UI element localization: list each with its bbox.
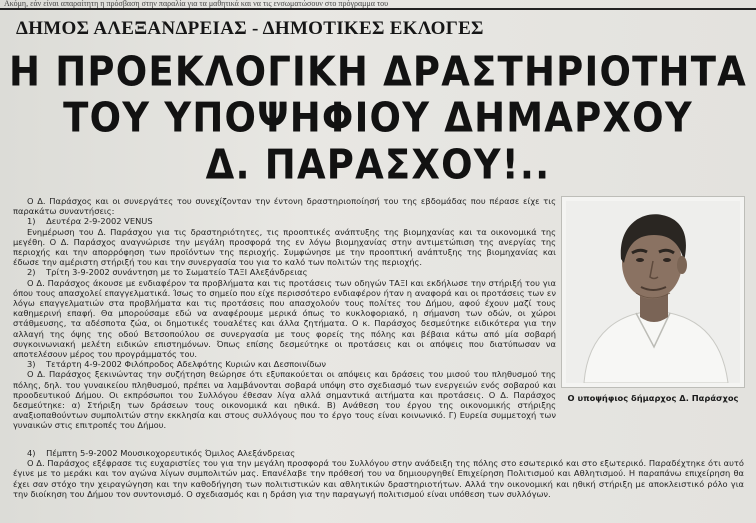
body-paragraph: Ο Δ. Παράσχος και οι συνεργάτες του συνεχίζονταν την έντονη δραστηριοποίησή του της εβδομάδας που πέρασε είχε τις παρακάτω συναντήσεις:	[13, 196, 556, 217]
body-paragraph: 2) Τρίτη 3-9-2002 συνάντηση με το Σωματείο ΤΑΞΙ Αλεξάνδρειας	[27, 267, 308, 278]
body-paragraph: 3) Τετάρτη 4-9-2002 Φιλόπροδος Αδελφότης Κυριών και Δεσποινίδων	[27, 359, 327, 370]
body-paragraph: Ο Δ. Παράσχος άκουσε με ενδιαφέρον τα προβλήματα και τις προτάσεις των οδηγών ΤΑΞΙ και εκδήλωσε την στήριξή του για όπου τους απασχολεί επαγγελματικά. Ίσως το σημείο που είχε περισσότερο ενδιαφέρον ήταν η αναφορά και οι προτάσεις των εν λόγω επαγγελματιών στα προβλήματα και τις προτάσεις που απασχολούν τους πολίτες του Δήμου, αφού έχουν μαζί τους καθημερινή επαφή. Θα μπορούσαμε εδώ να αναφέρουμε μερικά όπως το κυκλοφοριακό, η σήμανση των οδών, οι χώροι στάθμευσης, τα αδέσποτα ζώα, οι δημοτικές τουαλέτες και άλλα ζητήματα. Ο κ. Παράσχος δεσμεύτηκε ειδικότερα για την αλλαγή της όψης της οδού Βετσοπούλου σε συνεργασία με τους φορείς της πόλης και βέβαια κάτω από μία σοβαρή συγκοινωνιακή μελέτη ειδικών επιστημόνων. Όπως επίσης δεσμεύτηκε οι προτάσεις και οι απόψεις που διατύπωσαν να αποτελέσουν μέρος του προγράμματός του.	[13, 277, 556, 360]
headline-line-3: Δ. ΠΑΡΑΣΧΟΥ!..	[205, 140, 551, 189]
body-paragraph: 1) Δευτέρα 2-9-2002 VENUS	[27, 216, 153, 227]
body-paragraph: Ενημέρωση του Δ. Παράσχου για τις δραστηριότητες, τις προοπτικές ανάπτυξης της βιομηχανίας και τα οικονομικά της μεγέθη. Ο Δ. Παράσχος αναγνώρισε την μεγάλη προσφορά της εν λόγω βιομηχανίας στην αντιμετώπιση της ανεργίας της περιοχής και την απορρόφηση των προϊόντων της περιοχής. Συμφώνησε με την προοπτική ανάπτυξης της βιομηχανίας και έδωσε την αμέριστη στήριξή του και την συνεργασία του για το καλό των πολιτών της περιοχής.	[13, 226, 556, 268]
body-paragraph: 4) Πέμπτη 5-9-2002 Μουσικοχορευτικός Όμιλος Αλεξάνδρειας	[27, 448, 296, 458]
photo-caption: Ο υποψήφιος δήμαρχος Δ. Παράσχος	[567, 393, 739, 403]
article-body	[13, 196, 556, 431]
cut-off-text-strip: Ακόμη, εάν είναι απαραίτητη η πρόσβαση στην παραλία για τα μαθητικά και να τις ενσωματώσουν στο πρόγραμμα του	[4, 0, 389, 8]
headline-line-2: ΤΟΥ ΥΠΟΨΗΦΙΟΥ ΔΗΜΑΡΧΟΥ	[63, 93, 693, 142]
body-paragraph: Ο Δ. Παράσχος ξεκινώντας την συζήτηση θεώρησε ότι εξυπακούεται οι απόψεις και δράσεις του μισού του πληθυσμού της πόλης, δηλ. του γυναικείου πληθυσμού, πρέπει να λαμβάνονται σοβαρά υπόψη στο σχεδιασμό των ενεργειών ενός σοβαρού και προοδευτικού Δήμου. Οι εκπρόσωποι του Συλλόγου έθεσαν λίγα αλλά σημαντικά αιτήματα και προτάσεις. Ο Δ. Παράσχος δεσμεύτηκε: α) Στήριξη των δράσεων τους οικονομικά και ηθικά. Β) Ανάθεση του έργου της οικονομικής στήριξης αναξιοπαθούντων συμπολιτών στην εκκλησία και στους συλλόγους που το έργο τους είναι κοινωνικό. Γ) Ευρεία συμμετοχή των γυναικών στις επιτροπές του Δήμου.	[13, 369, 556, 431]
body-paragraph: Ο Δ. Παράσχος εξέφρασε τις ευχαριστίες του για την μεγάλη προσφορά του Συλλόγου στην ανάδειξη της πόλης στο εσωτερικό και στο εξωτερικό. Παραδέχτηκε ότι αυτό έγινε με το μεράκι και τον αγώνα λίγων συμπολιτών μας. Επανέλαβε την πρόθεσή του να δημιουργηθεί Επιχείρηση Πολιτισμού και Αθλητισμού. Η παραπάνω επιχείρηση θα έχει σαν στόχο την χειραγώγηση και την καθοδήγηση των πολιτιστικών και αθλητικών δραστηριοτήτων. Αλλά την οικονομική και ηθική στήριξη με αποκλειστικό ρόλο για την διοίκηση του Δήμου τον συντονισμό. Ο σχεδιασμός και η δράση για την παραγωγή πολιτισμού είναι υπόθεση των συλλόγων.	[13, 458, 744, 499]
top-divider	[0, 8, 756, 10]
candidate-photo-frame	[561, 196, 745, 388]
article-body-continued	[13, 448, 744, 499]
portrait-photo-icon	[566, 201, 740, 383]
headline-line-1: Η ΠΡΟΕΚΛΟΓΙΚΗ ΔΡΑΣΤΗΡΙΟΤΗΤΑ	[9, 47, 747, 96]
section-kicker: ΔΗΜΟΣ ΑΛΕΞΑΝΔΡΕΙΑΣ - ΔΗΜΟΤΙΚΕΣ ΕΚΛΟΓΕΣ	[16, 18, 484, 39]
